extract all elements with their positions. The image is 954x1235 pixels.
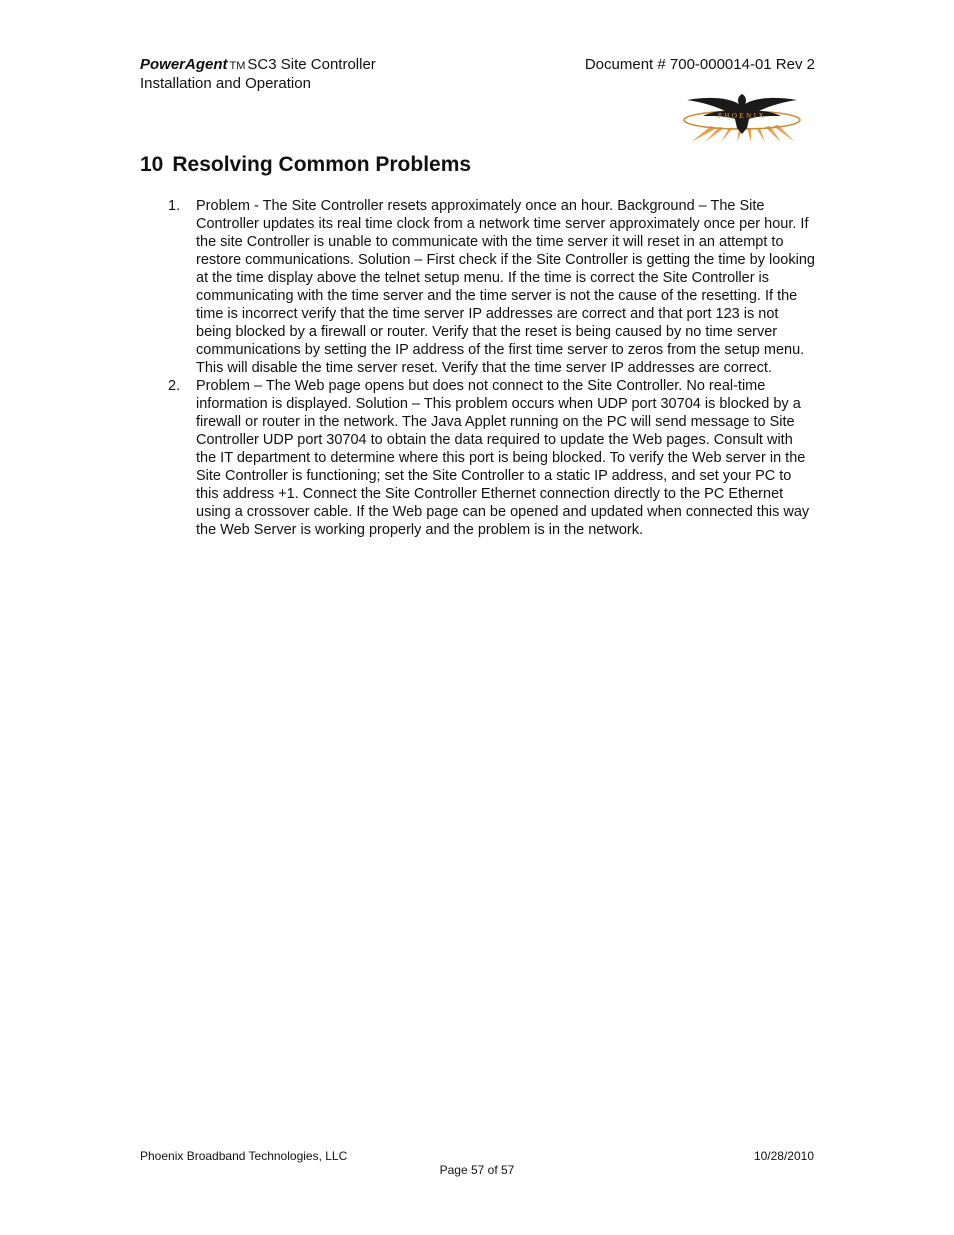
list-item [140, 377, 816, 539]
trademark-symbol: TM [229, 60, 246, 72]
problem-list [140, 197, 816, 539]
page-number: Page 57 of 57 [439, 1163, 515, 1177]
brand-name: PowerAgent [140, 56, 228, 73]
product-line [140, 56, 376, 75]
list-item-number: 2. [168, 378, 181, 394]
document-number: Document # 700-000014-01 Rev 2 [584, 56, 815, 73]
product-name: SC3 Site Controller [247, 56, 376, 73]
section-heading: Resolving Common Problems [172, 153, 472, 176]
section-title [140, 153, 471, 177]
phoenix-logo [681, 92, 803, 142]
list-item [140, 197, 816, 377]
document-header-left [140, 56, 376, 93]
footer-company: Phoenix Broadband Technologies, LLC [140, 1149, 348, 1163]
document-subtitle: Installation and Operation [140, 75, 311, 92]
section-number: 10 [140, 153, 164, 176]
list-item-text: Problem – The Web page opens but does not connect to the Site Controller. No real-time information is displayed. Solution – This problem occurs when UDP port 30704 is blocked by a firewall or router in the network. The Java Applet running on the PC will send message to Site Controller UDP port 30704 to obtain the data required to update the Web pages. Consult with the IT department to determine where this port is being blocked. To verify the Web server in the Site Controller is functioning; set the Site Controller to a static IP address, and set your PC to this address +1. Connect the Site Controller Ethernet connection directly to the PC Ethernet using a crossover cable. If the Web page can be opened and updated when connected this way the Web Server is working properly and the problem is in the network. [196, 378, 810, 538]
list-item-text: Problem - The Site Controller resets approximately once an hour. Background – The Site Controller updates its real time clock from a network time server approximately once per hour. If the site Controller is unable to communicate with the time server it will reset in an attempt to restore communications. Solution – First check if the Site Controller is getting the time by looking at the time display above the telnet setup menu. If the time is correct the Site Controller is communicating with the time server and the time server is not the cause of the resetting. If the time is incorrect verify that the time server IP addresses are correct and that port 123 is not being blocked by a firewall or router. Verify that the reset is being caused by no time server communications by setting the IP address of the first time server to zeros from the setup menu. This will disable the time server reset. Verify that the time server IP addresses are correct. [196, 198, 815, 376]
list-item-number: 1. [168, 198, 181, 214]
footer-date: 10/28/2010 [753, 1149, 814, 1163]
logo-wordmark: PHOENIX [717, 112, 767, 120]
